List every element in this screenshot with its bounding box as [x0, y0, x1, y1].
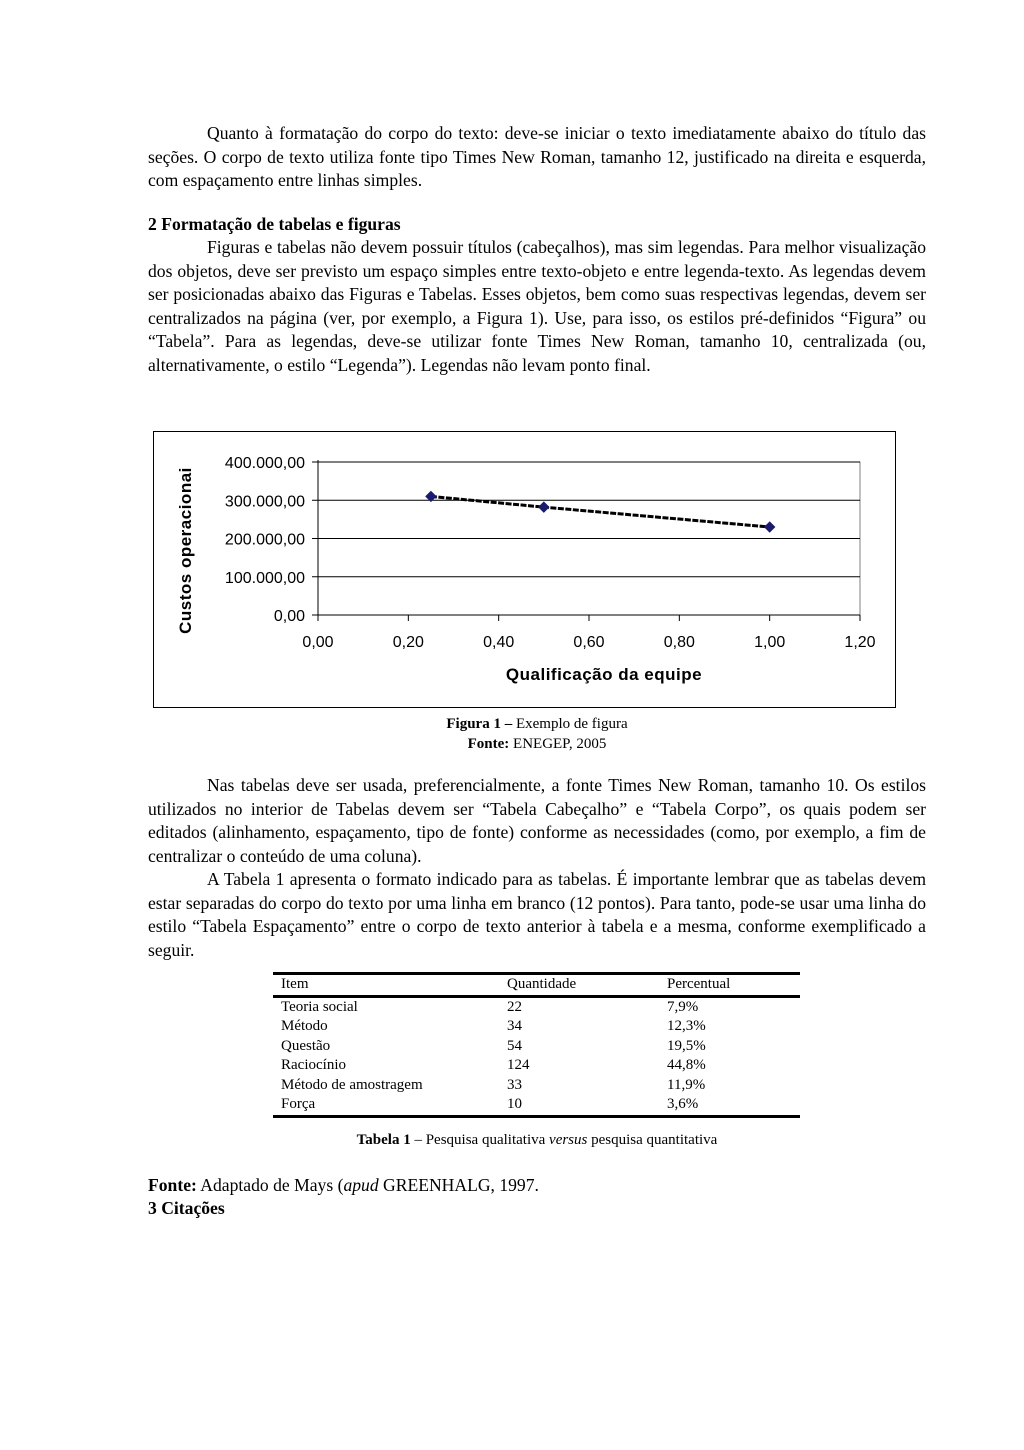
- table-cell: 34: [507, 1018, 522, 1034]
- table-caption-label: Tabela 1: [356, 1131, 411, 1148]
- y-axis-label: Custos operacionai: [176, 467, 195, 634]
- table-1: [273, 972, 800, 1118]
- table-row: [273, 1017, 800, 1037]
- table-cell: 10: [499, 1095, 659, 1116]
- table-cell: 33: [507, 1076, 522, 1093]
- table-cell: 22: [507, 998, 522, 1015]
- table-header-percentual: Percentual: [659, 974, 800, 997]
- tables-paragraph-2: A Tabela 1 apresenta o formato indicado para as tabelas. É importante lembrar que as tabelas devem estar separadas do corpo do texto por uma linha em branco (12 pontos). Para tanto, pode-se usar uma linha do estilo “Tabela Espaçamento” entre o corpo de texto anterior à tabela e a mesma, conforme exemplificado a seguir.: [148, 869, 926, 960]
- table-row: [273, 1095, 800, 1116]
- section-3-heading: 3 Citações: [148, 1198, 225, 1218]
- document-page: [148, 122, 926, 1221]
- table-cell: Teoria social: [281, 998, 358, 1015]
- y-tick-label: 200.000,00: [224, 531, 305, 549]
- table-cell: 54: [507, 1037, 522, 1054]
- y-tick-label: 100.000,00: [224, 569, 305, 587]
- x-axis-label: Qualificação da equipe: [505, 665, 703, 684]
- table-caption-post: pesquisa quantitativa: [587, 1131, 718, 1148]
- section-2-heading: 2 Formatação de tabelas e figuras: [148, 213, 401, 234]
- table-cell: Raciocínio: [281, 1057, 346, 1073]
- section-2-paragraph: Figuras e tabelas não devem possuir títulos (cabeçalhos), mas sim legendas. Para melhor visualização dos objetos, deve ser previsto um espaço simples entre texto-objeto e entre legenda-texto. As legendas devem ser posicionadas abaixo das Figuras e Tabelas. Esses objetos, bem como suas respectivas legendas, devem ser centralizados na página (ver, por exemplo, a Figura 1). Use, para isso, os estilos pré-definidos “Figura” ou “Tabela”. Para as legendas, deve-se utilizar fonte Times New Roman, tamanho 10, centralizada (ou, alternativamente, o estilo “Legenda”). Legendas não levam ponto final.: [148, 237, 926, 375]
- y-tick-label: 300.000,00: [224, 493, 305, 511]
- x-tick-label: 1,20: [844, 634, 876, 651]
- table-cell: Questão: [281, 1037, 331, 1054]
- table-row: [273, 1056, 800, 1076]
- table-caption-italic: versus: [549, 1131, 588, 1148]
- table-source-pre: Adaptado de Mays (: [196, 1174, 344, 1195]
- figure-caption-label: Figura 1 –: [446, 716, 513, 732]
- x-tick-label: 0,80: [663, 634, 695, 651]
- figure-source-text: ENEGEP, 2005: [513, 736, 607, 752]
- table-source-label: Fonte:: [148, 1174, 197, 1195]
- x-tick-label: 0,20: [392, 634, 424, 651]
- table-source-post: GREENHALG, 1997.: [378, 1174, 539, 1195]
- table-1-caption: [148, 1130, 926, 1150]
- figure-1-caption: [148, 714, 926, 754]
- table-header-quantidade: Quantidade: [499, 974, 659, 997]
- figure-source-label: Fonte:: [467, 736, 510, 752]
- table-row: [273, 1037, 800, 1057]
- table-cell: Método de amostragem: [281, 1076, 423, 1093]
- table-row: [273, 996, 800, 1017]
- table-cell: 11,9%: [667, 1076, 706, 1093]
- tables-paragraph-1: Nas tabelas deve ser usada, preferencialmente, a fonte Times New Roman, tamanho 10. Os estilos utilizados no interior de Tabelas devem ser “Tabela Cabeçalho” e “Tabela Corpo”, os quais podem ser editados (alinhamento, espaçamento, tipo de fonte) conforme as necessidades (como, por exemplo, a fim de centralizar o conteúdo de uma coluna).: [148, 775, 926, 866]
- table-cell: 7,9%: [667, 998, 699, 1015]
- table-cell: 12,3%: [667, 1018, 706, 1034]
- table-cell: 3,6%: [659, 1095, 800, 1116]
- table-cell: 19,5%: [667, 1037, 706, 1054]
- y-tick-label: 0,00: [273, 608, 305, 625]
- table-caption-pre: – Pesquisa qualitativa: [410, 1131, 550, 1148]
- figure-caption-text: Exemplo de figura: [515, 716, 628, 732]
- table-cell: 44,8%: [667, 1057, 706, 1073]
- table-cell: 124: [507, 1057, 530, 1073]
- x-tick-label: 1,00: [754, 634, 786, 651]
- table-source: [148, 1174, 926, 1198]
- intro-paragraph: Quanto à formatação do corpo do texto: deve-se iniciar o texto imediatamente abaixo do título das seções. O corpo de texto utiliza fonte tipo Times New Roman, tamanho 12, justificado na direita e esquerda, com espaçamento entre linhas simples.: [148, 123, 926, 190]
- x-tick-label: 0,00: [302, 634, 334, 651]
- figure-1-chart: [153, 431, 896, 708]
- y-tick-label: 400.000,00: [224, 455, 305, 472]
- x-tick-label: 0,60: [573, 634, 605, 651]
- table-row: [273, 1076, 800, 1096]
- chart-svg: [154, 432, 895, 707]
- table-cell: Força: [273, 1095, 499, 1116]
- table-header-item: Item: [273, 974, 499, 997]
- x-tick-label: 0,40: [483, 634, 515, 651]
- table-cell: Método: [281, 1018, 328, 1034]
- table-source-italic: apud: [343, 1174, 379, 1195]
- table-header-row: [273, 974, 800, 997]
